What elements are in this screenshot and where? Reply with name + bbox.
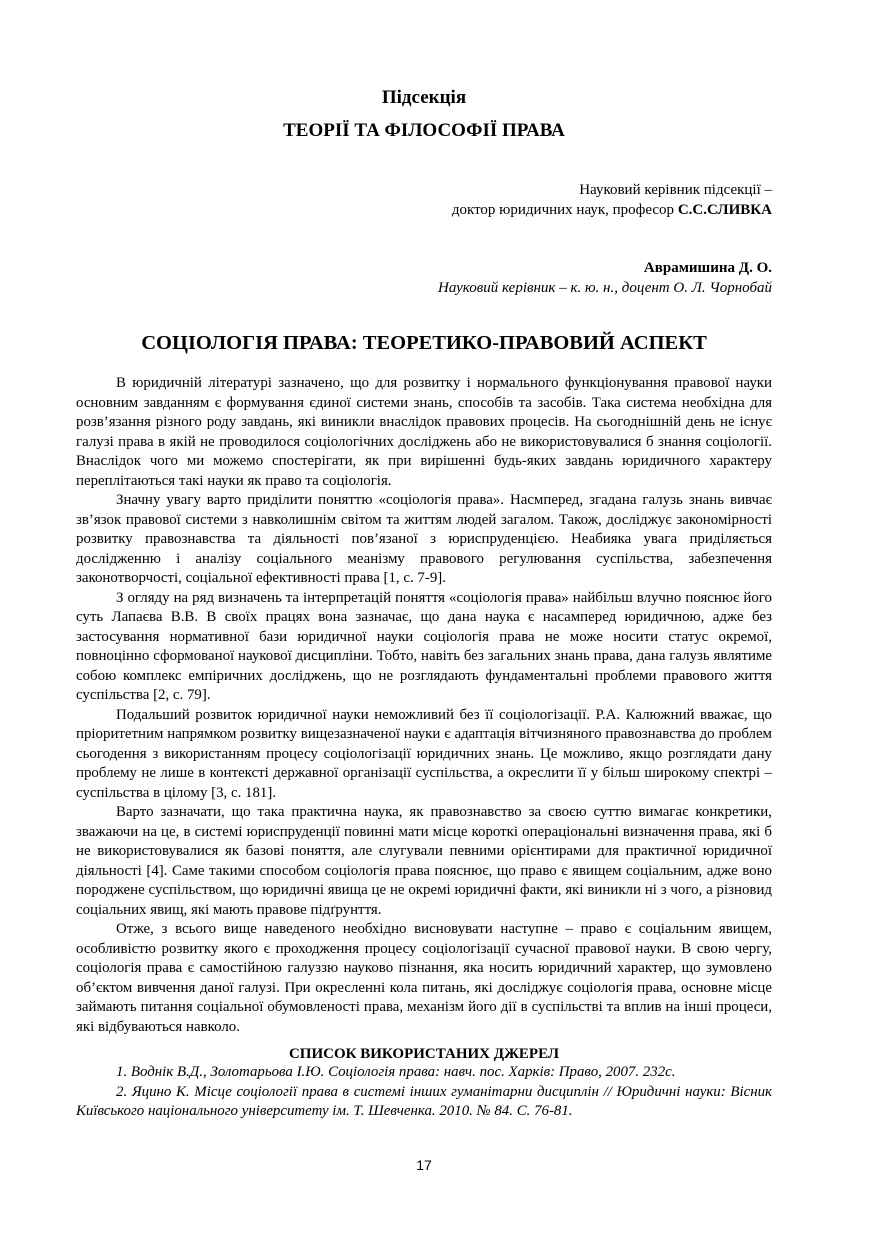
body-paragraph: Подальший розвиток юридичної науки неможливий без її соціологізації. Р.А. Калюжний вважає, що пріоритетним напрямком розвитку вищезазначеної науки є адаптація вітчизняного правознавства до проблем сьогодення з використанням процесу соціологізації юридичних знань. Це можливо, якщо розглядати дану проблему не лише в контексті державної організації суспільства, а окреслити її у більш широкому спектрі – суспільства в цілому [3, с. 181]. xyxy=(76,706,772,801)
supervisor-block xyxy=(452,180,772,220)
article-title: СОЦІОЛОГІЯ ПРАВА: ТЕОРЕТИКО-ПРАВОВИЙ АСПЕКТ xyxy=(141,332,707,354)
body-paragraph: З огляду на ряд визначень та інтерпретацій поняття «соціологія права» найбільш влучно пояснює його суть Лапаєва В.В. В своїх працях вона зазначає, що дана наука є насамперед юридичною, адже без застосування нормативної бази юридичної науки соціологія права не може носити статус окремої, повноцінно сформованої наукової дисципліни. Тобто, навіть без загальних знань права, дана галузь являтиме собою комплекс емпіричних досліджень, що не розглядають фундаментальні проблеми правового життя суспільства [2, с. 79]. xyxy=(76,589,772,703)
body-paragraph: В юридичній літературі зазначено, що для розвитку і нормального функціонування правової науки основним завданням є формування єдиної системи знань, способів та засобів. Така система необхідна для розв’язання різного роду завдань, які виникли внаслідок правових процесів. На сьогоднішній день не існує галузі права в якій не проводилося соціологічних досліджень або не використовувалися б знання соціології. Внаслідок чого ми можемо спостерігати, як при вирішенні будь-яких завдань юридичного характеру переплітаються такі науки як право та соціологія. xyxy=(76,375,772,489)
reference-item: 2. Яцино К. Місце соціології права в системі інших гуманітарни дисциплін // Юридичні науки: Вісник Київського національного університету ім. Т. Шевченка. 2010. № 84. С. 76-81. xyxy=(76,1083,772,1119)
supervisor-line-1: Науковий керівник підсекції – xyxy=(579,182,772,198)
body-paragraph: Варто зазначати, що така практична наука, як правознавство за своєю суттю вимагає конкретики, зважаючи на це, в системі юриспруденції повинні мати місце короткі операціональні визначення права, які б не використовувалися як базові поняття, але слугували певними орієнтирами для практичної юридичної діяльності [4]. Саме такими способом соціологія права пояснює, що право є явищем соціальним, адже воно породжене суспільством, що юридичні явища це не окремі юридичні факти, які виникли ні з чого, а різновид соціальних явищ, які мають правове підґрунття. xyxy=(76,804,772,918)
subsection-label: Підсекція xyxy=(381,87,467,108)
author-block xyxy=(438,258,772,298)
author-advisor: Науковий керівник – к. ю. н., доцент О. Л. Чорнобай xyxy=(438,280,772,296)
author-name: Аврамишина Д. О. xyxy=(643,260,772,276)
reference-item: 1. Воднік В.Д., Золотарьова І.Ю. Соціологія права: навч. пос. Харків: Право, 2007. 232с. xyxy=(116,1064,676,1080)
references-heading: СПИСОК ВИКОРИСТАНИХ ДЖЕРЕЛ xyxy=(288,1046,560,1062)
page-number: 17 xyxy=(416,1157,432,1173)
supervisor-line-2 xyxy=(452,200,772,220)
supervisor-name: С.С.СЛИВКА xyxy=(677,202,772,218)
body-paragraph: Значну увагу варто приділити поняттю «соціологія права». Насмперед, згадана галузь знань вивчає зв’язок правової системи з навколишнім світом та життям людей загалом. Також, досліджує закономірності розвитку правознавства та діяльності пов’язаної з юриспруденцією. Неабияка увага приділяється дослідженню і аналізу соціального меанізму правового регулювання суспільства, забезпечення законотворчості, соціальної ефективності права [1, с. 7-9]. xyxy=(76,492,772,586)
body-paragraph: Отже, з всього вище наведеного необхідно висновувати наступне – право є соціальним явищем, особливістю розвитку якого є проходження процесу соціологізації сучасної правової науки. В свою чергу, соціологія права є самостійною галуззю науково пізнання, яка носить юридичний характер, що зумовлено об’єктом вивчення даної галузі. При окресленні кола питань, які досліджує соціологія права, основне місце займають питання соціальної обумовленості права, механізм його дії в суспільстві та вплив на інші процеси, які відбуваються навколо. xyxy=(76,921,772,1035)
supervisor-degree: доктор юридичних наук, професор xyxy=(451,202,678,218)
subsection-title: ТЕОРІЇ ТА ФІЛОСОФІЇ ПРАВА xyxy=(283,120,565,141)
article-body xyxy=(76,374,772,1037)
document-page xyxy=(76,0,772,1240)
references-list xyxy=(76,1063,772,1122)
